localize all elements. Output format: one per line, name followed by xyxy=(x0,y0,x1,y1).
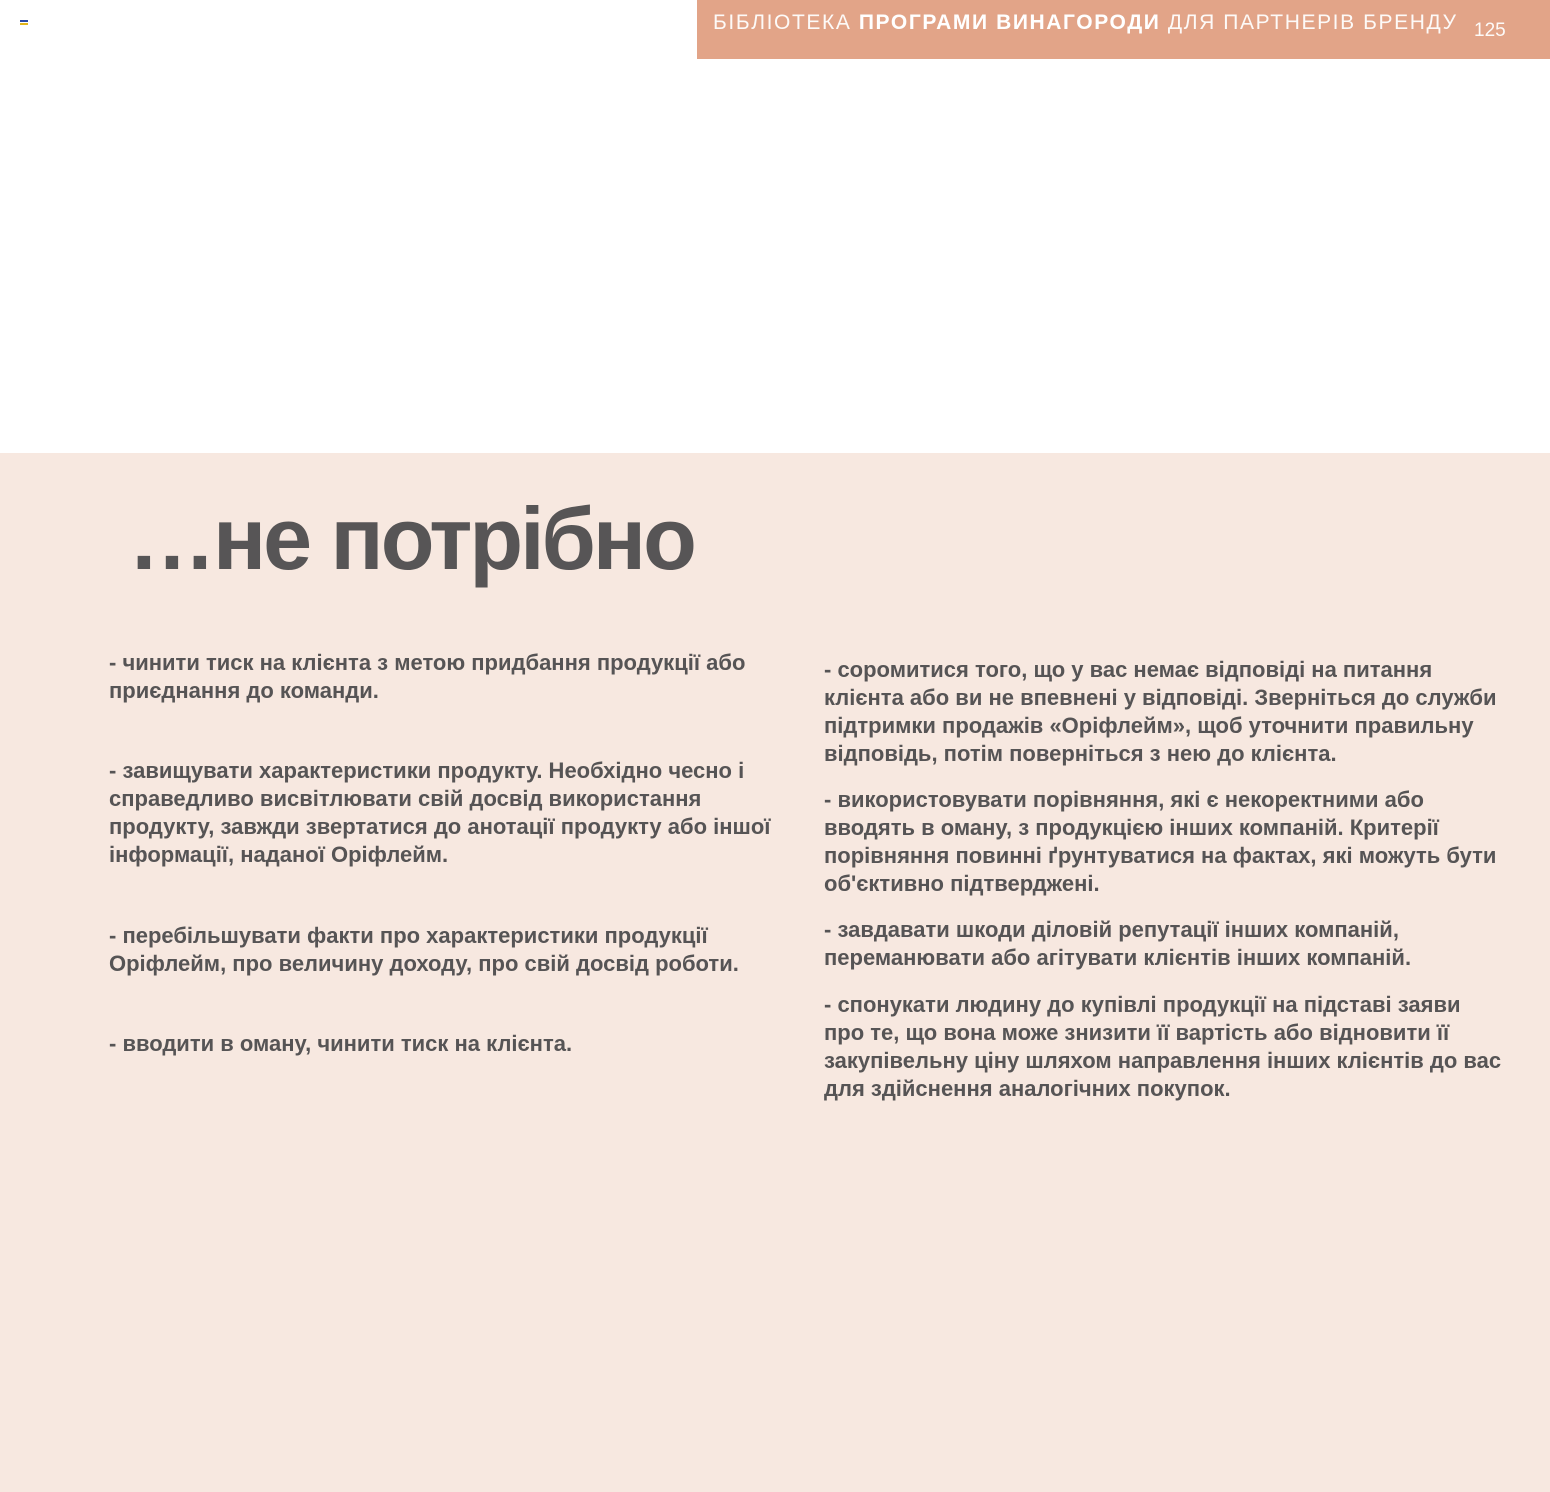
header-title xyxy=(713,11,1458,35)
left-column xyxy=(109,649,779,1069)
page-number: 125 xyxy=(1474,20,1506,41)
header-title-part2: ПРОГРАМИ ВИНАГОРОДИ xyxy=(858,11,1161,34)
left-item-3: - перебільшувати факти про характеристики продукції Оріфлейм, про величину доходу, про свій досвід роботи. xyxy=(109,923,739,976)
right-item-1: - соромитися того, що у вас немає відповіді на питання клієнта або ви не впевнені у відповіді. Зверніться до служби підтримки продажів «Оріфлейм», щоб уточнити правильну відповідь, потім поверніться з нею до клієнта. xyxy=(824,657,1497,766)
header-title-part3: ДЛЯ ПАРТНЕРІВ БРЕНДУ xyxy=(1160,11,1458,34)
right-item-3: - завдавати шкоди діловій репутації інших компаній, переманювати або агітувати клієнтів інших компаній. xyxy=(824,917,1412,970)
flag-icon xyxy=(20,20,28,26)
left-item-4: - вводити в оману, чинити тиск на клієнта. xyxy=(109,1031,573,1056)
header-banner xyxy=(697,0,1550,59)
left-item-2: - завищувати характеристики продукту. Необхідно чесно і справедливо висвітлювати свій досвід використання продукту, завжди звертатися до анотації продукту або іншої інформації, наданої Оріфлейм. xyxy=(109,758,771,867)
top-blank-area xyxy=(0,0,1550,453)
header-title-part1: БІБЛІОТЕКА xyxy=(713,11,859,34)
left-item-1: - чинити тиск на клієнта з метою придбання продукції або приєднання до команди. xyxy=(109,650,746,703)
right-item-4: - спонукати людину до купівлі продукції на підставі заяви про те, що вона може знизити її вартість або відновити її закупівельну ціну шляхом направлення інших клієнтів до вас для здійснення аналогічних покупок. xyxy=(824,992,1502,1101)
page-heading: …не потрібно xyxy=(128,489,694,588)
right-item-2: - використовувати порівняння, які є некоректними або вводять в оману, з продукцією інших компаній. Критерії порівняння повинні ґрунтуватися на фактах, які можуть бути об'єктивно підтверджені. xyxy=(824,787,1497,896)
right-column xyxy=(824,656,1504,1116)
